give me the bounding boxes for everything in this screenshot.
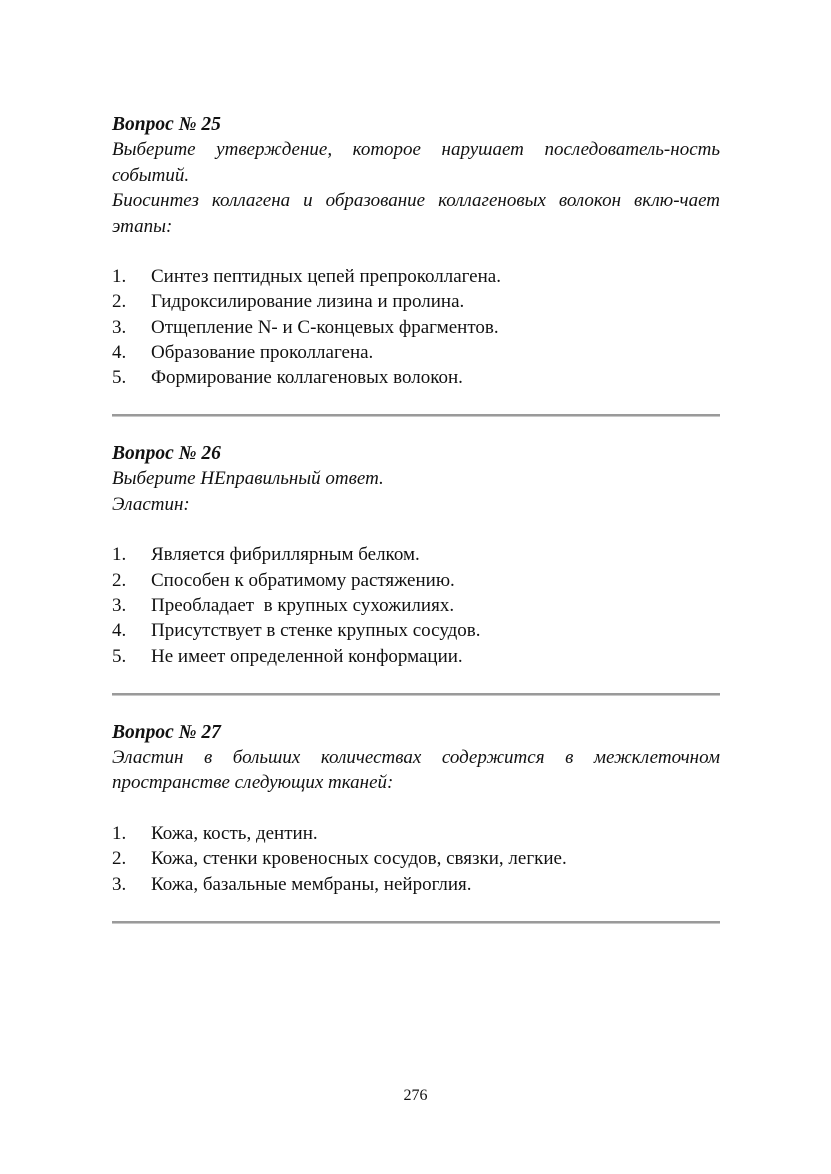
option-text: Образование проколлагена.: [151, 341, 374, 363]
option-number: 1.: [112, 544, 127, 566]
answer-option: [112, 340, 720, 365]
question-title: Вопрос № 27: [112, 721, 221, 743]
option-number: 2.: [112, 291, 127, 313]
option-number: 5.: [112, 645, 127, 667]
answer-option: [112, 568, 720, 593]
answer-options: [112, 264, 720, 390]
option-text: Кожа, стенки кровеносных сосудов, связки, легкие.: [151, 848, 567, 870]
option-text: Является фибриллярным белком.: [151, 544, 420, 566]
page-content: [112, 112, 720, 948]
question-title: Вопрос № 26: [112, 443, 221, 465]
answer-option: [112, 644, 720, 669]
option-number: 3.: [112, 873, 127, 895]
option-text: Формирование коллагеновых волокон.: [151, 367, 463, 389]
question-prompt: Биосинтез коллагена и образование коллагеновых волокон вклю-чает этапы:: [112, 190, 720, 237]
answer-option: [112, 618, 720, 643]
section-divider: [112, 921, 720, 924]
answer-option: [112, 821, 720, 846]
option-text: Отщепление N- и C-концевых фрагментов.: [151, 316, 499, 338]
question-title: Вопрос № 25: [112, 114, 221, 135]
answer-option: [112, 365, 720, 390]
question-27: [112, 720, 720, 897]
question-25: [112, 112, 720, 390]
question-prompt: Выберите НЕправильный ответ.: [112, 468, 384, 490]
question-prompt: Эластин в больших количествах содержится в межклеточном пространстве следующих тканей:: [112, 746, 720, 794]
option-number: 2.: [112, 569, 127, 591]
option-number: 4.: [112, 620, 127, 642]
answer-option: [112, 315, 720, 340]
option-number: 5.: [112, 367, 127, 389]
answer-options: [112, 542, 720, 668]
question-prompt: Выберите утверждение, которое нарушает последователь-ность событий.: [112, 139, 720, 186]
option-text: Не имеет определенной конформации.: [151, 645, 463, 667]
option-number: 1.: [112, 266, 127, 287]
answer-option: [112, 872, 720, 897]
option-number: 2.: [112, 848, 127, 870]
option-text: Присутствует в стенке крупных сосудов.: [151, 620, 481, 642]
question-prompt: Эластин:: [112, 493, 190, 515]
option-number: 1.: [112, 822, 127, 844]
option-text: Кожа, кость, дентин.: [151, 822, 318, 844]
option-text: Гидроксилирование лизина и пролина.: [151, 291, 465, 313]
option-number: 3.: [112, 595, 127, 617]
option-number: 3.: [112, 316, 127, 338]
question-26: [112, 441, 720, 668]
option-text: Преобладает в крупных сухожилиях.: [151, 595, 455, 617]
answer-option: [112, 846, 720, 871]
option-text: Способен к обратимому растяжению.: [151, 569, 455, 591]
option-text: Синтез пептидных цепей препроколлагена.: [151, 266, 501, 287]
answer-options: [112, 821, 720, 897]
answer-option: [112, 542, 720, 567]
option-text: Кожа, базальные мембраны, нейроглия.: [151, 873, 472, 895]
answer-option: [112, 593, 720, 618]
answer-option: [112, 264, 720, 289]
section-divider: [112, 414, 720, 417]
section-divider: [112, 693, 720, 696]
page-number: 276: [403, 1087, 428, 1104]
answer-option: [112, 289, 720, 314]
option-number: 4.: [112, 341, 127, 363]
